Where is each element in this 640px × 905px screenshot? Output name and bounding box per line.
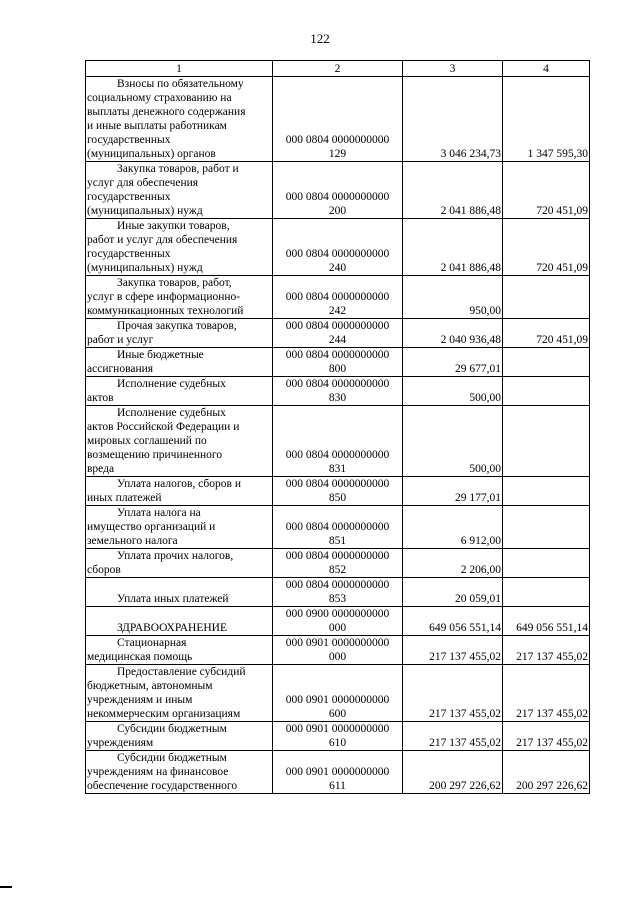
row-value-col3: 217 137 455,02 bbox=[403, 636, 503, 665]
row-code-line: 000 0804 0000000000 bbox=[285, 378, 390, 390]
row-code-cell bbox=[273, 162, 403, 219]
row-name-line: и иные выплаты работникам bbox=[87, 120, 227, 132]
row-name-line: учреждениям на финансовое bbox=[87, 766, 229, 778]
table-row bbox=[86, 636, 590, 665]
row-value-col4 bbox=[503, 506, 590, 549]
table-header-row bbox=[86, 61, 590, 77]
row-name-line: Взносы по обязательному bbox=[117, 78, 244, 90]
row-code-cell bbox=[273, 219, 403, 276]
row-name-cell bbox=[86, 607, 273, 636]
table-row bbox=[86, 162, 590, 219]
row-value-col4 bbox=[503, 276, 590, 319]
row-name-line: вреда bbox=[87, 463, 115, 475]
row-name-cell bbox=[86, 276, 273, 319]
row-value-col4 bbox=[503, 406, 590, 477]
row-name-cell bbox=[86, 377, 273, 406]
row-name-line: Субсидии бюджетным bbox=[117, 723, 227, 735]
row-value-col3: 200 297 226,62 bbox=[403, 751, 503, 794]
row-name-line: Закупка товаров, работ, bbox=[117, 277, 232, 289]
row-code-line: 000 0901 0000000000 bbox=[285, 694, 390, 706]
row-code-cell bbox=[273, 477, 403, 506]
row-name-line: возмещению причиненного bbox=[87, 449, 223, 461]
row-code-line: 611 bbox=[329, 780, 346, 792]
table-row bbox=[86, 377, 590, 406]
row-name-cell bbox=[86, 549, 273, 578]
row-code-line: 000 0804 0000000000 bbox=[285, 521, 390, 533]
row-name-cell bbox=[86, 406, 273, 477]
row-name-line: актов Российской Федерации и bbox=[87, 421, 240, 433]
table-row bbox=[86, 348, 590, 377]
column-header-2: 2 bbox=[273, 61, 403, 77]
row-code-line: 000 0901 0000000000 bbox=[285, 637, 390, 649]
budget-table bbox=[85, 60, 590, 794]
row-value-col4 bbox=[503, 549, 590, 578]
row-name-cell bbox=[86, 162, 273, 219]
row-value-col3: 2 040 936,48 bbox=[403, 319, 503, 348]
table-row bbox=[86, 319, 590, 348]
row-name-line: учреждениям и иным bbox=[87, 694, 193, 706]
row-name-line: актов bbox=[87, 392, 114, 404]
table-row bbox=[86, 578, 590, 607]
row-name-line: иных платежей bbox=[87, 492, 162, 504]
row-code-line: 242 bbox=[328, 305, 347, 317]
row-code-line: 000 0804 0000000000 bbox=[285, 478, 390, 490]
row-code-line: 000 0804 0000000000 bbox=[285, 134, 390, 146]
table-row bbox=[86, 607, 590, 636]
row-name-cell bbox=[86, 578, 273, 607]
row-name-line: медицинская помощь bbox=[87, 651, 193, 663]
row-value-col4 bbox=[503, 477, 590, 506]
table-row bbox=[86, 77, 590, 162]
row-name-line: ассигнования bbox=[87, 363, 154, 375]
row-name-line: Исполнение судебных bbox=[117, 378, 226, 390]
row-name-line: (муниципальных) органов bbox=[87, 148, 216, 160]
row-name-line: бюджетным, автономным bbox=[87, 680, 213, 692]
row-code-line: 000 bbox=[328, 622, 347, 634]
row-name-line: Уплата налога на bbox=[117, 507, 201, 519]
row-name-cell bbox=[86, 665, 273, 722]
row-value-col4: 720 451,09 bbox=[503, 162, 590, 219]
row-code-cell bbox=[273, 549, 403, 578]
row-name-line: имущество организаций и bbox=[87, 521, 216, 533]
row-code-line: 000 0804 0000000000 bbox=[285, 248, 390, 260]
row-value-col3: 649 056 551,14 bbox=[403, 607, 503, 636]
row-name-line: Уплата налогов, сборов и bbox=[117, 478, 241, 490]
row-value-col4: 649 056 551,14 bbox=[503, 607, 590, 636]
row-code-line: 000 bbox=[328, 651, 347, 663]
row-value-col3: 2 206,00 bbox=[403, 549, 503, 578]
table-row bbox=[86, 276, 590, 319]
row-value-col4: 200 297 226,62 bbox=[503, 751, 590, 794]
row-name-line: Исполнение судебных bbox=[117, 407, 226, 419]
table-row bbox=[86, 506, 590, 549]
row-name-line: (муниципальных) нужд bbox=[87, 205, 203, 217]
row-value-col3: 500,00 bbox=[403, 377, 503, 406]
row-value-col4: 720 451,09 bbox=[503, 319, 590, 348]
row-name-line: Уплата иных платежей bbox=[117, 593, 229, 605]
row-name-line: государственных bbox=[87, 248, 171, 260]
row-name-line: мировых соглашений по bbox=[87, 435, 207, 447]
row-name-line: Прочая закупка товаров, bbox=[117, 320, 237, 332]
row-code-line: 610 bbox=[328, 737, 347, 749]
row-value-col3: 20 059,01 bbox=[403, 578, 503, 607]
row-name-cell bbox=[86, 506, 273, 549]
row-name-line: (муниципальных) нужд bbox=[87, 262, 203, 274]
table-row bbox=[86, 722, 590, 751]
row-code-cell bbox=[273, 506, 403, 549]
row-code-line: 000 0804 0000000000 bbox=[285, 349, 390, 361]
row-name-line: услуг в сфере информационно- bbox=[87, 291, 241, 303]
row-code-line: 240 bbox=[328, 262, 347, 274]
row-value-col3: 2 041 886,48 bbox=[403, 162, 503, 219]
row-name-cell bbox=[86, 722, 273, 751]
row-name-line: выплаты денежного содержания bbox=[87, 106, 246, 118]
row-code-line: 244 bbox=[328, 334, 347, 346]
row-value-col4: 1 347 595,30 bbox=[503, 77, 590, 162]
row-code-line: 851 bbox=[328, 535, 347, 547]
row-name-line: Предоставление субсидий bbox=[117, 666, 246, 678]
row-value-col4 bbox=[503, 578, 590, 607]
row-code-line: 000 0804 0000000000 bbox=[285, 291, 390, 303]
row-code-cell bbox=[273, 751, 403, 794]
column-header-1: 1 bbox=[86, 61, 273, 77]
table-row bbox=[86, 406, 590, 477]
row-value-col3: 2 041 886,48 bbox=[403, 219, 503, 276]
row-value-col3: 6 912,00 bbox=[403, 506, 503, 549]
row-name-line: Иные бюджетные bbox=[117, 349, 204, 361]
row-name-line: коммуникационных технологий bbox=[87, 305, 244, 317]
row-code-cell bbox=[273, 377, 403, 406]
row-name-line: социальному страхованию на bbox=[87, 92, 232, 104]
row-name-cell bbox=[86, 77, 273, 162]
row-name-line: ЗДРАВООХРАНЕНИЕ bbox=[117, 622, 228, 634]
row-code-cell bbox=[273, 665, 403, 722]
row-code-cell bbox=[273, 578, 403, 607]
row-code-line: 853 bbox=[328, 593, 347, 605]
table-row bbox=[86, 665, 590, 722]
row-value-col4 bbox=[503, 348, 590, 377]
row-name-cell bbox=[86, 477, 273, 506]
row-code-cell bbox=[273, 406, 403, 477]
row-name-line: работ и услуг для обеспечения bbox=[87, 234, 238, 246]
row-value-col4 bbox=[503, 377, 590, 406]
row-code-line: 852 bbox=[328, 564, 347, 576]
row-code-cell bbox=[273, 722, 403, 751]
row-code-line: 000 0901 0000000000 bbox=[285, 723, 390, 735]
row-name-cell bbox=[86, 636, 273, 665]
row-code-cell bbox=[273, 77, 403, 162]
row-code-line: 000 0804 0000000000 bbox=[285, 320, 390, 332]
row-value-col3: 29 677,01 bbox=[403, 348, 503, 377]
row-code-line: 850 bbox=[328, 492, 347, 504]
row-code-cell bbox=[273, 348, 403, 377]
row-code-line: 000 0804 0000000000 bbox=[285, 449, 390, 461]
row-name-line: государственных bbox=[87, 134, 171, 146]
row-value-col4: 217 137 455,02 bbox=[503, 665, 590, 722]
row-code-line: 800 bbox=[328, 363, 347, 375]
row-code-line: 000 0804 0000000000 bbox=[285, 579, 390, 591]
row-code-line: 600 bbox=[328, 708, 347, 720]
row-name-line: работ и услуг bbox=[87, 334, 154, 346]
row-name-cell bbox=[86, 348, 273, 377]
row-value-col4: 217 137 455,02 bbox=[503, 636, 590, 665]
row-name-line: государственных bbox=[87, 191, 171, 203]
column-header-4: 4 bbox=[503, 61, 590, 77]
row-code-line: 000 0901 0000000000 bbox=[285, 766, 390, 778]
row-name-cell bbox=[86, 319, 273, 348]
row-value-col3: 217 137 455,02 bbox=[403, 665, 503, 722]
row-value-col3: 217 137 455,02 bbox=[403, 722, 503, 751]
row-name-line: услуг для обеспечения bbox=[87, 177, 199, 189]
row-name-line: сборов bbox=[87, 564, 121, 576]
table-row bbox=[86, 219, 590, 276]
row-value-col3: 950,00 bbox=[403, 276, 503, 319]
row-code-line: 129 bbox=[328, 148, 347, 160]
row-name-line: обеспечение государственного bbox=[87, 780, 238, 792]
row-name-line: некоммерческим организациям bbox=[87, 708, 241, 720]
column-header-3: 3 bbox=[403, 61, 503, 77]
row-name-line: Уплата прочих налогов, bbox=[117, 550, 234, 562]
row-name-line: земельного налога bbox=[87, 535, 178, 547]
row-name-cell bbox=[86, 751, 273, 794]
row-code-line: 000 0804 0000000000 bbox=[285, 550, 390, 562]
row-code-cell bbox=[273, 276, 403, 319]
row-code-line: 831 bbox=[328, 463, 347, 475]
row-name-line: Стационарная bbox=[117, 637, 187, 649]
row-name-cell bbox=[86, 219, 273, 276]
row-name-line: Субсидии бюджетным bbox=[117, 752, 227, 764]
row-name-line: Иные закупки товаров, bbox=[117, 220, 230, 232]
row-value-col4: 217 137 455,02 bbox=[503, 722, 590, 751]
row-value-col3: 500,00 bbox=[403, 406, 503, 477]
table-row bbox=[86, 477, 590, 506]
row-name-line: Закупка товаров, работ и bbox=[117, 163, 239, 175]
row-value-col3: 29 177,01 bbox=[403, 477, 503, 506]
row-code-line: 830 bbox=[328, 392, 347, 404]
table-row bbox=[86, 549, 590, 578]
table-row bbox=[86, 751, 590, 794]
row-name-line: учреждениям bbox=[87, 737, 154, 749]
row-value-col4: 720 451,09 bbox=[503, 219, 590, 276]
row-value-col3: 3 046 234,73 bbox=[403, 77, 503, 162]
row-code-line: 000 0804 0000000000 bbox=[285, 191, 390, 203]
page-number: 122 bbox=[310, 31, 330, 46]
row-code-line: 000 0900 0000000000 bbox=[285, 608, 390, 620]
row-code-line: 200 bbox=[328, 205, 347, 217]
margin-mark bbox=[0, 886, 12, 888]
row-code-cell bbox=[273, 607, 403, 636]
row-code-cell bbox=[273, 636, 403, 665]
row-code-cell bbox=[273, 319, 403, 348]
